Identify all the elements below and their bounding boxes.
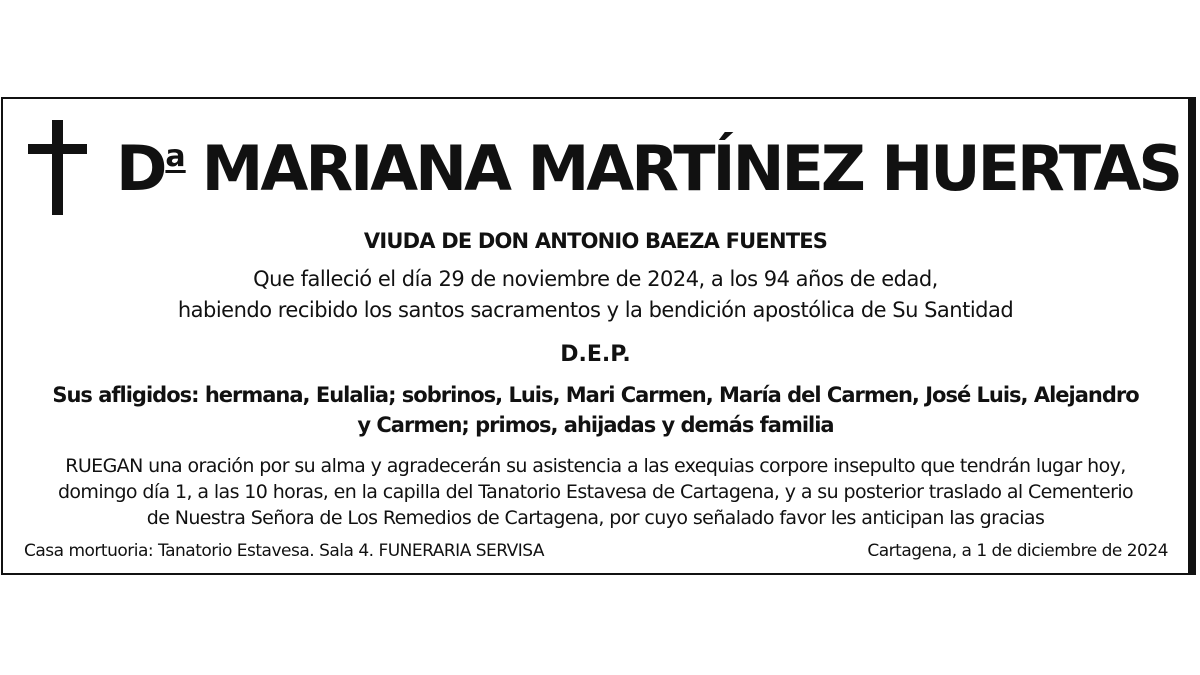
deceased-name-title — [1, 132, 1190, 205]
place-date-footer: Cartagena, a 1 de diciembre de 2024 — [867, 541, 1168, 561]
request-line-3: de Nuestra Señora de Los Remedios de Cartagena, por cuyo señalado favor les anticipan las gracias — [146, 507, 1045, 529]
funeral-home-footer: Casa mortuoria: Tanatorio Estavesa. Sala 4. FUNERARIA SERVISA — [24, 541, 545, 561]
rip-text: D.E.P. — [560, 342, 631, 367]
intro-line-2: habiendo recibido los santos sacramentos y la bendición apostólica de Su Santidad — [177, 298, 1014, 322]
request-line-1: RUEGAN una oración por su alma y agradecerán su asistencia a las exequias corpore insepulto que tendrán lugar hoy, — [65, 455, 1126, 477]
widow-subtitle: VIUDA DE DON ANTONIO BAEZA FUENTES — [363, 229, 828, 253]
mourners-line-2: y Carmen; primos, ahijadas y demás familia — [357, 413, 834, 437]
intro-line-1: Que falleció el día 29 de noviembre de 2024, a los 94 años de edad, — [253, 267, 938, 291]
mourners-line-1: Sus afligidos: hermana, Eulalia; sobrinos, Luis, Mari Carmen, María del Carmen, José Luis, Alejandro — [52, 383, 1139, 407]
title-name: MARIANA MARTÍNEZ HUERTAS — [201, 132, 1181, 205]
request-line-2: domingo día 1, a las 10 horas, en la capilla del Tanatorio Estavesa de Cartagena, y a su posterior traslado al Cementerio — [57, 481, 1134, 503]
title-superscript: a — [165, 139, 186, 174]
title-prefix: D — [115, 132, 165, 205]
